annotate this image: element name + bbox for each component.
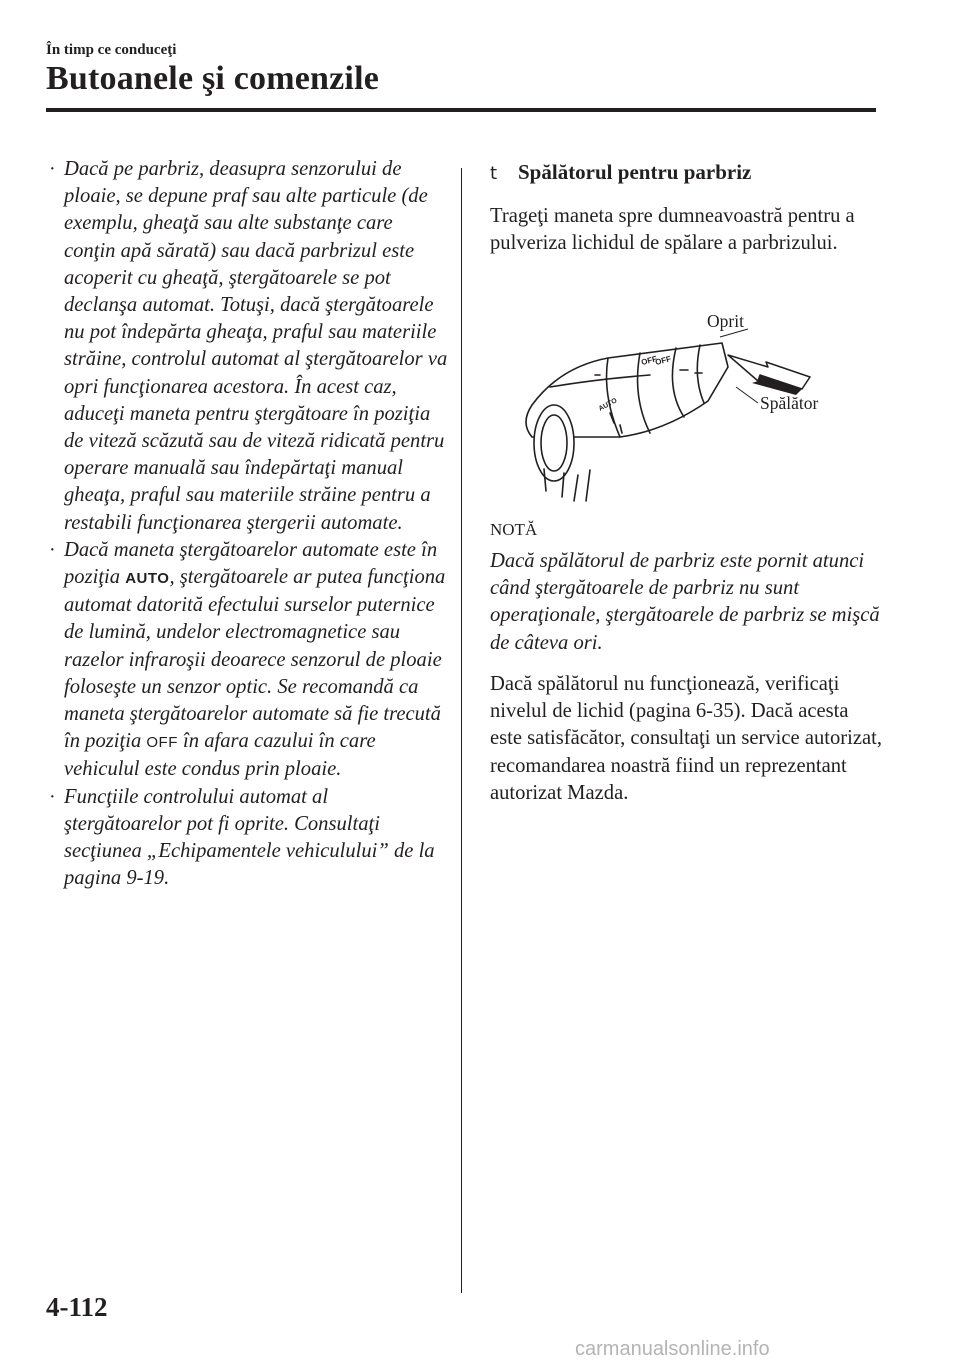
- bullet-text: în afara cazului în care vehiculul este condus prin ploaie.: [64, 730, 376, 781]
- bullet-dot: ·: [49, 785, 56, 808]
- title-rule: [46, 108, 876, 112]
- pull-direction-arrow: [728, 355, 810, 395]
- bullet-dot: ·: [49, 158, 56, 180]
- off-position-badge: OFF: [146, 734, 178, 752]
- wiper-lever-figure: [490, 305, 870, 505]
- section-label: În timp ce conduceţi: [46, 42, 177, 58]
- paragraph: Dacă spălătorul nu funcţionează, verificaţi nivelul de lichid (pagina 6-35). Dacă acesta este satisfăcător, consultaţi un service autorizat, recomandarea noastră fiind un reprezentant autorizat Mazda.: [490, 673, 883, 804]
- page-number: 4-112: [46, 1292, 108, 1322]
- bullet-item: [48, 784, 448, 893]
- lever-auto-label: AUTO: [597, 397, 619, 413]
- auto-position-badge: AUTO: [125, 570, 170, 588]
- note-text: Dacă spălătorul de parbriz este pornit atunci când ştergătoarele de parbriz nu sunt operaţionale, ştergătoarele de parbriz se mişcă de câteva ori.: [490, 550, 880, 654]
- off-label: Oprit: [707, 311, 744, 331]
- heading-text: Spălătorul pentru parbriz: [518, 160, 752, 184]
- left-column: [48, 156, 448, 892]
- section-heading: [490, 160, 890, 185]
- heading-marker-icon: t: [490, 163, 498, 184]
- bullet-dot: ·: [49, 538, 56, 561]
- bullet-item: [48, 537, 448, 784]
- lever-off-label: OFF: [640, 354, 659, 367]
- washer-label: Spălător: [760, 393, 819, 413]
- intro-paragraph: Trageţi maneta spre dumneavoastră pentru a pulveriza lichidul de spălare a parbrizului.: [490, 205, 855, 255]
- bullet-text: Funcţiile controlului automat al ştergătoarelor pot fi oprite. Consultaţi secţiunea „Echipamentele vehiculului” de la pagina 9-19.: [64, 785, 435, 890]
- page-title: Butoanele şi comenzile: [46, 60, 380, 97]
- note-title: NOTĂ: [490, 520, 538, 539]
- lever-off-label-secondary: OFF: [654, 354, 673, 367]
- column-divider: [461, 168, 462, 1293]
- bullet-item: [48, 156, 448, 537]
- wiper-lever-illustration: [490, 305, 870, 505]
- bullet-text: , ştergătoarele ar putea funcţiona automat datorită efectului surselor puternice de lumină, undelor electromagnetice sau razelor infraroşii deoarece senzorul de ploaie foloseşte un senzor optic. Se recomandă ca maneta ştergătoarelor automate să fie trecută în poziţia: [64, 566, 446, 753]
- bullet-text: Dacă pe parbriz, deasupra senzorului de ploaie, se depune praf sau alte particule (de exemplu, gheaţă sau alte substanţe care conţin apă sărată) sau dacă parbrizul este acoperit cu gheaţă, ştergătoarele se pot declanşa automat. Totuşi, dacă ştergătoarele nu pot îndepărta gheaţa, praful sau materiile străine, controlul automat al ştergătoarelor va opri funcţionarea acestora. În acest caz, aduceţi maneta pentru ştergătoare în poziţia de viteză scăzută sau de viteză ridicată pentru operare manuală sau îndepărtaţi manual gheaţa, praful sau materiile străine pentru a restabili funcţionarea ştergerii automate.: [64, 158, 448, 534]
- bullet-text: Dacă maneta ştergătoarelor automate este în poziţia: [64, 538, 438, 589]
- watermark: carmanualsonline.info: [575, 1338, 770, 1360]
